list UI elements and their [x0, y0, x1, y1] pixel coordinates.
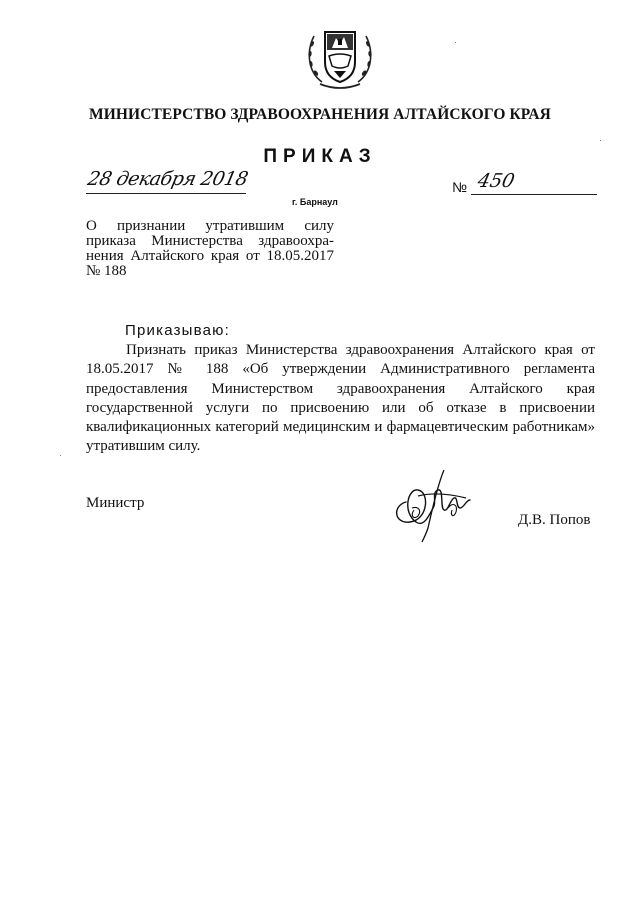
- coat-of-arms-icon: [300, 22, 380, 92]
- document-title: ПРИКАЗ: [263, 146, 377, 167]
- scan-speck: [600, 140, 601, 141]
- signature-icon: [388, 462, 478, 544]
- date-underline: [86, 193, 246, 194]
- city: г. Барнаул: [292, 197, 338, 207]
- scan-speck: [60, 455, 61, 456]
- ordering-word: Приказываю:: [125, 322, 230, 339]
- order-date: 28 декабря 2018: [85, 168, 250, 190]
- scan-speck: [455, 42, 456, 43]
- signer-title: Министр: [86, 495, 145, 511]
- number-sign: №: [452, 179, 468, 195]
- order-body-text: Признать приказ Министерства здравоохранения Алтайского края от 18.05.2017 № 188 «Об утверждении Административного регламента предоставления Министерством здравоохранения Алтайского края государственной услуги по присвоению или об отказе в присвоении квалификационных категорий медицинским и фармацевтическим работникам» утратившим силу.: [86, 342, 595, 455]
- order-number: 450: [475, 170, 517, 192]
- ministry-name: МИНИСТЕРСТВО ЗДРАВООХРАНЕНИЯ АЛТАЙСКОГО КРАЯ: [89, 106, 551, 123]
- signer-name: Д.В. Попов: [518, 512, 591, 528]
- number-underline: [471, 194, 597, 195]
- order-subject: О признании утратившим силу приказа Министерства здравоохра-нения Алтайского края от 18.05.2017 № 188: [86, 218, 334, 279]
